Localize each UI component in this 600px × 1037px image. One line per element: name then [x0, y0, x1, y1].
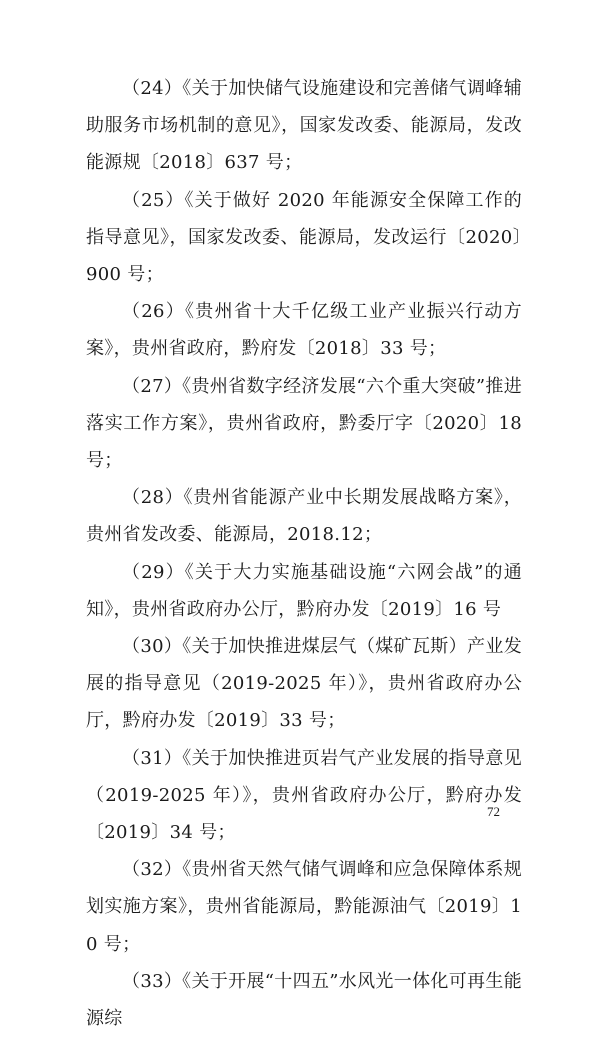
reference-entry-32: （32）《贵州省天然气储气调峰和应急保障体系规划实施方案》，贵州省能源局，黔能源油气〔2019〕10 号；	[86, 859, 522, 955]
reference-entry-27: （27）《贵州省数字经济发展“六个重大突破”推进落实工作方案》，贵州省政府，黔委厅字〔2020〕18 号；	[86, 375, 522, 472]
reference-entry-30: （30）《关于加快推进煤层气（煤矿瓦斯）产业发展的指导意见（2019-2025 年）》，贵州省政府办公厅，黔府办发〔2019〕33 号；	[86, 636, 522, 732]
reference-list	[86, 70, 522, 1037]
page-number: 72	[487, 804, 500, 819]
reference-entry-29: （29）《关于大力实施基础设施“六网会战”的通知》，贵州省政府办公厅，黔府办发〔2019〕16 号	[86, 561, 522, 620]
reference-entry-25: （25）《关于做好 2020 年能源安全保障工作的指导意见》，国家发改委、能源局，发改运行〔2020〕900 号；	[86, 189, 522, 286]
reference-entry-28: （28）《贵州省能源产业中长期发展战略方案》，贵州省发改委、能源局，2018.12；	[86, 487, 522, 546]
reference-entry-31: （31）《关于加快推进页岩气产业发展的指导意见（2019-2025 年）》，贵州省政府办公厅，黔府办发〔2019〕34 号；	[86, 747, 522, 844]
reference-entry-33: （33）《关于开展“十四五”水风光一体化可再生能源综	[86, 970, 522, 1030]
reference-entry-24: （24）《关于加快储气设施建设和完善储气调峰辅助服务市场机制的意见》，国家发改委、能源局，发改能源规〔2018〕637 号；	[86, 78, 522, 174]
reference-entry-26: （26）《贵州省十大千亿级工业产业振兴行动方案》，贵州省政府，黔府发〔2018〕33 号；	[86, 301, 522, 360]
